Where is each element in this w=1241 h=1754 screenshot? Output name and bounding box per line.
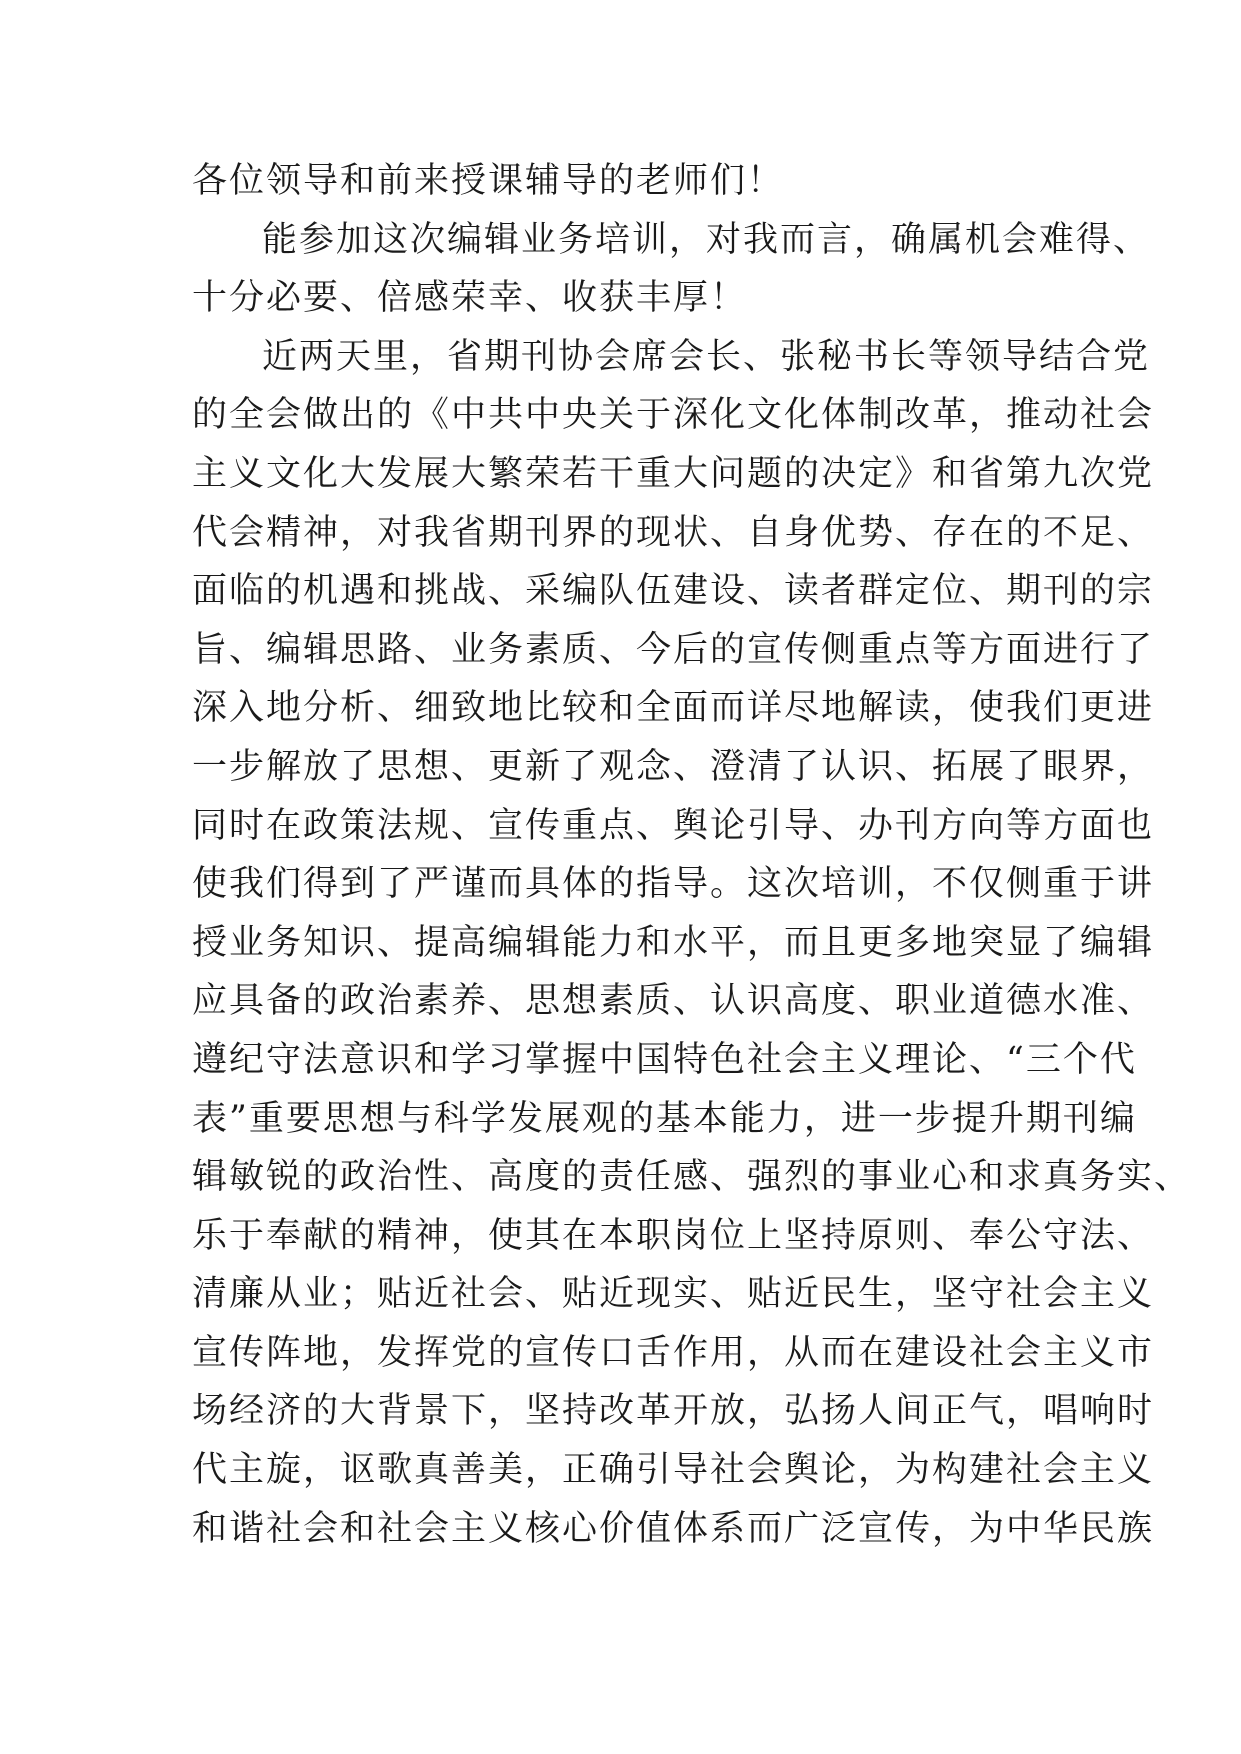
text-line: 各位领导和前来授课辅导的老师们！: [192, 161, 785, 201]
text-line: 表”重要思想与科学发展观的基本能力，进一步提升期刊编: [192, 1098, 1137, 1139]
text-line: 乐于奉献的精神，使其在本职岗位上坚持原则、奉公守法、: [192, 1215, 1155, 1256]
body-text: [192, 152, 1192, 1558]
text-line: 授业务知识、提高编辑能力和水平，而且更多地突显了编辑: [192, 922, 1155, 963]
text-line: 深入地分析、细致地比较和全面而详尽地解读，使我们更进: [192, 688, 1155, 729]
text-line: 代会精神，对我省期刊界的现状、自身优势、存在的不足、: [192, 512, 1155, 553]
text-line: 主义文化大发展大繁荣若干重大问题的决定》和省第九次党: [192, 453, 1155, 494]
text-line: 应具备的政治素养、思想素质、认识高度、职业道德水准、: [192, 981, 1155, 1022]
text-line: 面临的机遇和挑战、采编队伍建设、读者群定位、期刊的宗: [192, 571, 1155, 612]
text-line: 的全会做出的《中共中央关于深化文化体制改革，推动社会: [192, 395, 1155, 436]
text-line: 清廉从业；贴近社会、贴近现实、贴近民生，坚守社会主义: [192, 1274, 1155, 1315]
text-line: 使我们得到了严谨而具体的指导。这次培训，不仅侧重于讲: [192, 864, 1155, 905]
text-line: 遵纪守法意识和学习掌握中国特色社会主义理论、“三个代: [192, 1039, 1137, 1080]
text-line: 一步解放了思想、更新了观念、澄清了认识、拓展了眼界，: [192, 746, 1155, 787]
text-line: 旨、编辑思路、业务素质、今后的宣传侧重点等方面进行了: [192, 629, 1155, 670]
text-line: 宣传阵地，发挥党的宣传口舌作用，从而在建设社会主义市: [192, 1332, 1155, 1373]
text-line: 和谐社会和社会主义核心价值体系而广泛宣传，为中华民族: [192, 1508, 1155, 1549]
text-line: 同时在政策法规、宣传重点、舆论引导、办刊方向等方面也: [192, 805, 1155, 846]
text-line: 辑敏锐的政治性、高度的责任感、强烈的事业心和求真务实、: [192, 1157, 1192, 1198]
text-line: 近两天里，省期刊协会席会长、张秘书长等领导结合党: [262, 336, 1151, 377]
text-line: 代主旋，讴歌真善美，正确引导社会舆论，为构建社会主义: [192, 1450, 1155, 1491]
text-line: 场经济的大背景下，坚持改革开放，弘扬人间正气，唱响时: [192, 1391, 1155, 1432]
text-line: 能参加这次编辑业务培训，对我而言，确属机会难得、: [262, 219, 1151, 260]
text-line: 十分必要、倍感荣幸、收获丰厚！: [192, 278, 748, 319]
